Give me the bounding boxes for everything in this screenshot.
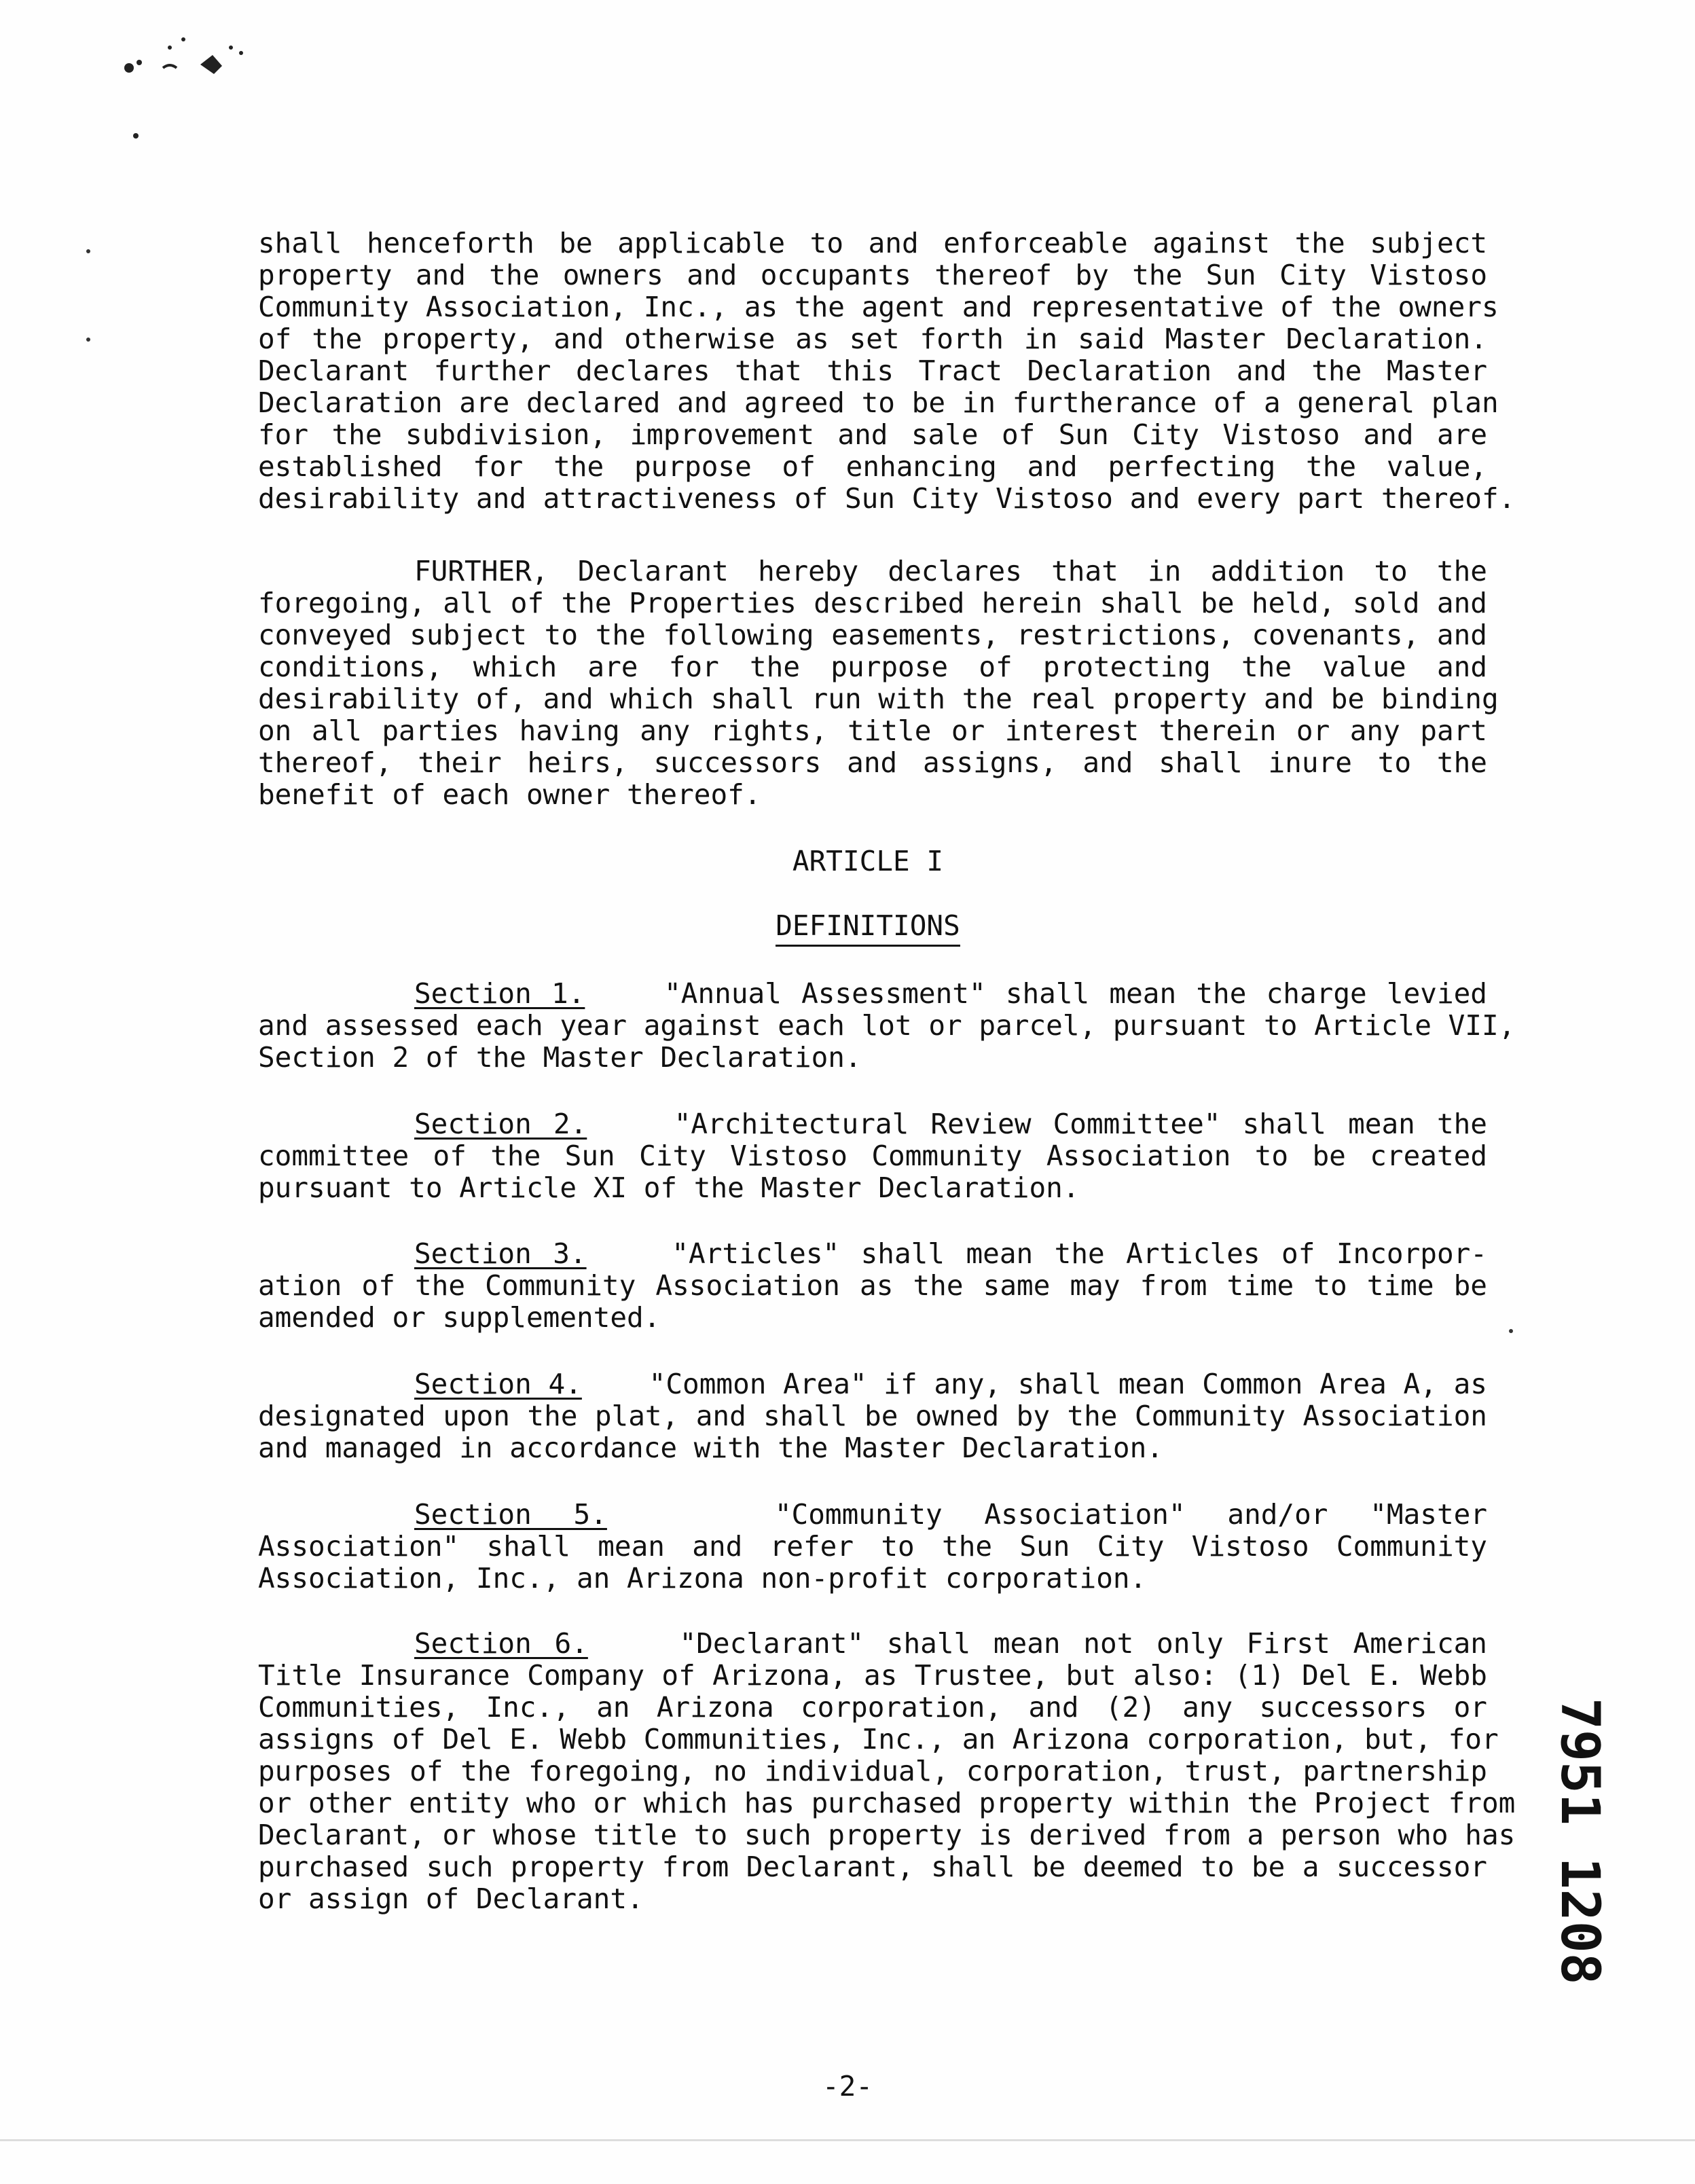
text-line: benefit of each owner thereof. bbox=[258, 778, 761, 811]
text-line: Communities, Inc., an Arizona corporation, and (2) any successors or bbox=[258, 1691, 1487, 1724]
section-text: "Declarant" shall mean not only First American bbox=[679, 1627, 1487, 1660]
text-line: for the subdivision, improvement and sale of Sun City Vistoso and are bbox=[258, 418, 1487, 451]
section-label: Section 1. bbox=[414, 977, 585, 1010]
section-first-line bbox=[258, 1628, 1487, 1660]
text-line: foregoing, all of the Properties described herein shall be held, sold and bbox=[258, 587, 1487, 619]
section-text: "Architectural Review Committee" shall mean the bbox=[674, 1108, 1487, 1140]
text-line: desirability of, and which shall run with the real property and be binding bbox=[258, 682, 1499, 715]
text-line: Section 2 of the Master Declaration. bbox=[258, 1041, 862, 1074]
text-line: ation of the Community Association as the same may from time to time be bbox=[258, 1269, 1487, 1302]
text-line: Declaration are declared and agreed to be in furtherance of a general plan bbox=[258, 386, 1499, 419]
section-label: Section 6. bbox=[414, 1627, 588, 1660]
definitions-heading-text: DEFINITIONS bbox=[776, 909, 960, 947]
text-line: purposes of the foregoing, no individual, corporation, trust, partnership bbox=[258, 1755, 1487, 1787]
section-2 bbox=[258, 1108, 1487, 1204]
text-line: desirability and attractiveness of Sun City Vistoso and every part thereof. bbox=[258, 482, 1516, 515]
scan-edge-line bbox=[0, 2139, 1695, 2141]
text-line: or other entity who or which has purchased property within the Project from bbox=[258, 1787, 1516, 1819]
section-5 bbox=[258, 1499, 1487, 1595]
section-label: Section 4. bbox=[414, 1368, 582, 1400]
further-paragraph bbox=[258, 555, 1499, 811]
text-line: Association" shall mean and refer to the Sun City Vistoso Community bbox=[258, 1530, 1487, 1563]
section-first-line bbox=[258, 1499, 1487, 1531]
text-line: of the property, and otherwise as set forth in said Master Declaration. bbox=[258, 323, 1487, 355]
section-text: "Community Association" and/or "Master bbox=[774, 1498, 1488, 1531]
text-line: on all parties having any rights, title or interest therein or any part bbox=[258, 714, 1487, 747]
margin-stamp-text: 7951 1208 bbox=[1549, 1698, 1610, 1985]
section-first-line bbox=[258, 978, 1487, 1010]
text-line: committee of the Sun City Vistoso Community Association to be created bbox=[258, 1140, 1487, 1172]
text-line: designated upon the plat, and shall be owned by the Community Association bbox=[258, 1400, 1487, 1432]
section-3 bbox=[258, 1238, 1487, 1334]
section-label: Section 2. bbox=[414, 1108, 587, 1140]
text-line: amended or supplemented. bbox=[258, 1301, 661, 1334]
section-text: "Common Area" if any, shall mean Common Area A, as bbox=[649, 1368, 1487, 1400]
section-label: Section 3. bbox=[414, 1237, 587, 1270]
text-line: pursuant to Article XI of the Master Declaration. bbox=[258, 1171, 1080, 1204]
section-label: Section 5. bbox=[414, 1498, 607, 1531]
text-line: Title Insurance Company of Arizona, as Trustee, but also: (1) Del E. Webb bbox=[258, 1659, 1487, 1692]
continuation-paragraph bbox=[258, 227, 1516, 515]
text-line: and assessed each year against each lot or parcel, pursuant to Article VII, bbox=[258, 1009, 1516, 1042]
text-line: purchased such property from Declarant, shall be deemed to be a successor bbox=[258, 1851, 1487, 1883]
section-6 bbox=[258, 1627, 1516, 1915]
text-line: shall henceforth be applicable to and enforceable against the subject bbox=[258, 227, 1487, 259]
section-first-line bbox=[258, 1108, 1487, 1140]
section-4 bbox=[258, 1368, 1487, 1464]
article-heading bbox=[20, 845, 1695, 877]
margin-stamp bbox=[1514, 1691, 1650, 2031]
text-line: Declarant, or whose title to such property is derived from a person who has bbox=[258, 1819, 1516, 1851]
section-first-line bbox=[258, 1368, 1487, 1400]
text-line: established for the purpose of enhancing and perfecting the value, bbox=[258, 450, 1487, 483]
definitions-heading bbox=[20, 910, 1695, 942]
text-line: Declarant further declares that this Tract Declaration and the Master bbox=[258, 354, 1487, 387]
text-line: FURTHER, Declarant hereby declares that in addition to the bbox=[414, 555, 1487, 587]
text-line: and managed in accordance with the Master Declaration. bbox=[258, 1432, 1163, 1464]
section-text: "Articles" shall mean the Articles of Incorpor- bbox=[672, 1237, 1487, 1270]
section-first-line bbox=[258, 1238, 1487, 1270]
text-line: thereof, their heirs, successors and assigns, and shall inure to the bbox=[258, 746, 1487, 779]
section-text: "Annual Assessment" shall mean the charge levied bbox=[664, 977, 1487, 1010]
section-1 bbox=[258, 977, 1516, 1074]
text-line: Community Association, Inc., as the agent and representative of the owners bbox=[258, 291, 1499, 323]
text-line: conditions, which are for the purpose of protecting the value and bbox=[258, 651, 1487, 683]
text-line: assigns of Del E. Webb Communities, Inc., an Arizona corporation, but, for bbox=[258, 1723, 1499, 1755]
article-heading-text: ARTICLE I bbox=[792, 845, 944, 877]
page-number: -2- bbox=[822, 2070, 873, 2103]
text-line: property and the owners and occupants thereof by the Sun City Vistoso bbox=[258, 259, 1487, 291]
text-line: or assign of Declarant. bbox=[258, 1882, 644, 1915]
text-line: conveyed subject to the following easements, restrictions, covenants, and bbox=[258, 619, 1487, 651]
text-line: Association, Inc., an Arizona non-profit corporation. bbox=[258, 1562, 1147, 1595]
